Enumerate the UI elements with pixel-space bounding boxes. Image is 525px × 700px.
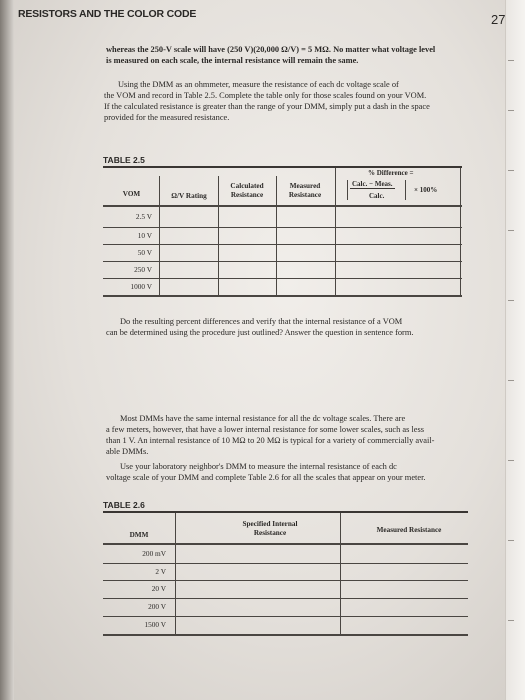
- table-row-label: 1500 V: [144, 620, 166, 629]
- paragraph-line: than 1 V. An internal resistance of 10 MΩ to 20 MΩ is typical for a variety of commercially avail-: [106, 436, 435, 445]
- column-header: DMM: [129, 531, 149, 539]
- header-bottom-rule: [103, 543, 468, 545]
- table-bottom-rule: [103, 634, 468, 636]
- percent-diff-numerator: Calc. − Meas.: [352, 180, 393, 188]
- column-header: VOM: [122, 190, 141, 198]
- row-divider: [103, 598, 468, 599]
- percent-diff-title: % Difference =: [368, 169, 414, 177]
- percent-diff-denominator: Calc.: [369, 192, 385, 200]
- column-divider: [175, 513, 176, 634]
- row-divider: [103, 278, 462, 279]
- table-label: TABLE 2.6: [103, 500, 145, 510]
- table-top-rule: [103, 166, 462, 168]
- paragraph-line: provided for the measured resistance.: [104, 113, 230, 122]
- table-top-rule: [103, 511, 468, 513]
- paragraph-line: Using the DMM as an ohmmeter, measure the resistance of each dc voltage scale of: [118, 80, 399, 89]
- table-row-label: 2 V: [155, 567, 166, 576]
- table-row-label: 20 V: [151, 584, 166, 593]
- paragraph-line: Do the resulting percent differences and verify that the internal resistance of a VOM: [120, 317, 403, 326]
- page-edge: [505, 0, 525, 700]
- paragraph-line: able DMMs.: [106, 447, 149, 456]
- column-divider: [340, 513, 341, 634]
- table-row-label: 200 V: [148, 602, 166, 611]
- row-divider: [103, 563, 468, 564]
- row-divider: [103, 580, 468, 581]
- column-header: Measured Resistance: [376, 526, 442, 534]
- table-row-label: 1000 V: [130, 282, 152, 291]
- page-number: 27: [491, 12, 506, 27]
- paragraph-line: can be determined using the procedure just outlined? Answer the question in sentence form.: [106, 328, 414, 337]
- header-bottom-rule: [103, 205, 462, 207]
- column-divider: [460, 168, 461, 295]
- column-header: Calculated Resistance: [230, 182, 264, 199]
- bracket-right: [405, 180, 406, 200]
- instruction-paragraph: [104, 79, 474, 123]
- table-bottom-rule: [103, 295, 462, 297]
- table-row-label: 10 V: [137, 231, 152, 240]
- paragraph-line: a few meters, however, that have a lower internal resistance for some lower scales, such as less: [106, 425, 425, 434]
- row-divider: [103, 616, 468, 617]
- row-divider: [103, 244, 462, 245]
- question-paragraph: [106, 316, 476, 338]
- running-header: RESISTORS AND THE COLOR CODE: [18, 8, 197, 20]
- table-row-label: 250 V: [134, 265, 152, 274]
- intro-line: whereas the 250-V scale will have (250 V)(20,000 Ω/V) = 5 MΩ. No matter what voltage level: [106, 45, 436, 54]
- table-label: TABLE 2.5: [103, 155, 145, 165]
- column-header: Specified Internal Resistance: [242, 520, 298, 537]
- column-divider: [159, 176, 160, 295]
- column-header: Measured Resistance: [288, 182, 322, 199]
- percent-diff-multiplier: × 100%: [414, 186, 438, 194]
- table-row-label: 50 V: [137, 248, 152, 257]
- intro-line: is measured on each scale, the internal resistance will remain the same.: [106, 56, 359, 65]
- paragraph-line: If the calculated resistance is greater than the range of your DMM, simply put a dash in the space: [104, 102, 430, 111]
- column-divider: [218, 176, 219, 295]
- column-divider: [335, 168, 336, 295]
- row-divider: [103, 227, 462, 228]
- neighbor-paragraph: [106, 461, 476, 483]
- bracket-left: [347, 180, 348, 200]
- table-row-label: 2.5 V: [135, 212, 152, 221]
- row-divider: [103, 261, 462, 262]
- intro-paragraph: [106, 44, 476, 66]
- dmm-paragraph: [106, 413, 476, 457]
- paragraph-line: Use your laboratory neighbor's DMM to measure the internal resistance of each dc: [120, 462, 397, 471]
- paragraph-line: the VOM and record in Table 2.5. Complete the table only for those scales found on your VOM.: [104, 91, 427, 100]
- table-row-label: 200 mV: [142, 549, 166, 558]
- page-shadow: [0, 0, 14, 700]
- column-divider: [276, 176, 277, 295]
- paragraph-line: voltage scale of your DMM and complete Table 2.6 for all the scales that appear on your meter.: [106, 473, 426, 482]
- column-header: Ω/V Rating: [171, 192, 207, 200]
- paragraph-line: Most DMMs have the same internal resistance for all the dc voltage scales. There are: [120, 414, 406, 423]
